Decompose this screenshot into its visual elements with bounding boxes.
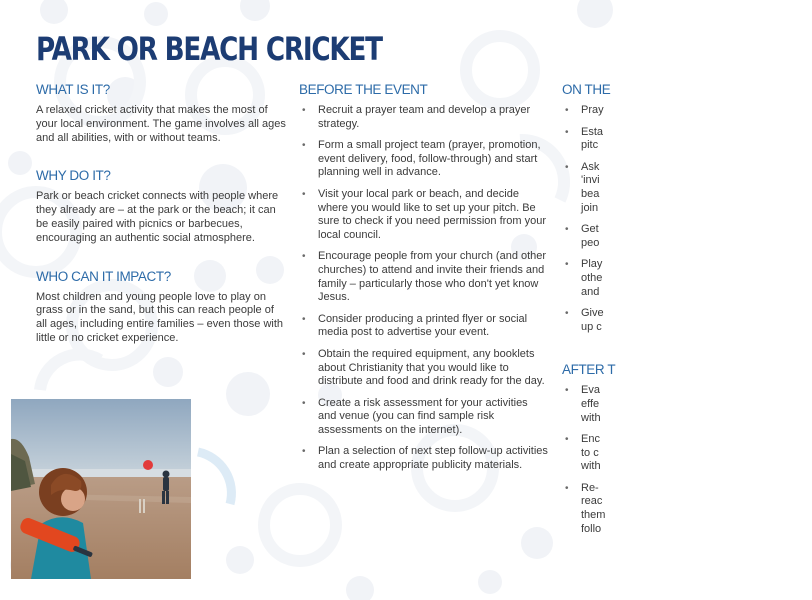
after-event-heading: AFTER T: [562, 362, 616, 378]
beach-cricket-photo: [11, 399, 191, 579]
on-the-day-list: [562, 104, 812, 334]
list-item: • Consider producing a printed flyer or social media post to advertise your event.: [299, 313, 549, 340]
why-do-it-section: [36, 168, 286, 245]
intro-column: [36, 82, 286, 369]
list-item: • Plan a selection of next step follow-up activities and create appropriate publicity materials.: [299, 445, 549, 472]
what-is-it-heading: WHAT IS IT?: [36, 82, 110, 97]
before-event-column: [299, 82, 549, 481]
who-can-it-impact-text: Most children and young people love to play on grass or in the sand, but this can reach people of all ages, including entire families – even those with little or no cricket experience.: [36, 290, 284, 344]
why-do-it-heading: WHY DO IT?: [36, 168, 111, 184]
who-can-it-impact-section: [36, 269, 286, 346]
list-item: • Create a risk assessment for your activities and venue (you can find sample risk assessments on the internet).: [299, 397, 549, 438]
list-item: • Give up c: [562, 307, 812, 334]
list-item: • Get peo: [562, 223, 812, 250]
what-is-it-section: [36, 82, 286, 145]
list-item: • Enc to c with: [562, 433, 812, 474]
before-event-heading: BEFORE THE EVENT: [299, 82, 428, 97]
before-event-list: [299, 104, 549, 473]
list-item: • Pray: [562, 104, 812, 118]
list-item: • Recruit a prayer team and develop a prayer strategy.: [299, 104, 549, 131]
page-title: PARK OR BEACH CRICKET: [36, 30, 382, 68]
list-item: • Obtain the required equipment, any booklets about Christianity that you would like to distribute and food and drink ready for the day.: [299, 348, 549, 389]
list-item: • Re- reac them follo: [562, 482, 812, 536]
on-the-day-heading: ON THE: [562, 82, 611, 97]
after-event-list: [562, 384, 812, 536]
list-item: • Esta pitc: [562, 126, 812, 153]
list-item: • Form a small project team (prayer, promotion, event delivery, food, follow-through) and start planning well in advance.: [299, 139, 549, 180]
what-is-it-text: A relaxed cricket activity that makes the most of your local environment. The game involves all ages and all abilities, with or without teams.: [36, 104, 286, 144]
who-can-it-impact-heading: WHO CAN IT IMPACT?: [36, 268, 171, 284]
list-item: • Encourage people from your church (and other churches) to attend and invite their friends and family – particularly those who don't yet know Jesus.: [299, 250, 549, 304]
why-do-it-text: Park or beach cricket connects with people where they already are – at the park or the beach; it can be easily paired with picnics or barbecues, encouraging an authentic social atmosphere.: [36, 190, 279, 244]
on-the-day-column: [562, 82, 812, 544]
list-item: • Ask 'invi bea join: [562, 161, 812, 215]
list-item: • Play othe and: [562, 258, 812, 299]
list-item: • Eva effe with: [562, 384, 812, 425]
list-item: • Visit your local park or beach, and decide where you would like to set up your pitch. Be sure to check if you need permission from your local council.: [299, 188, 549, 242]
